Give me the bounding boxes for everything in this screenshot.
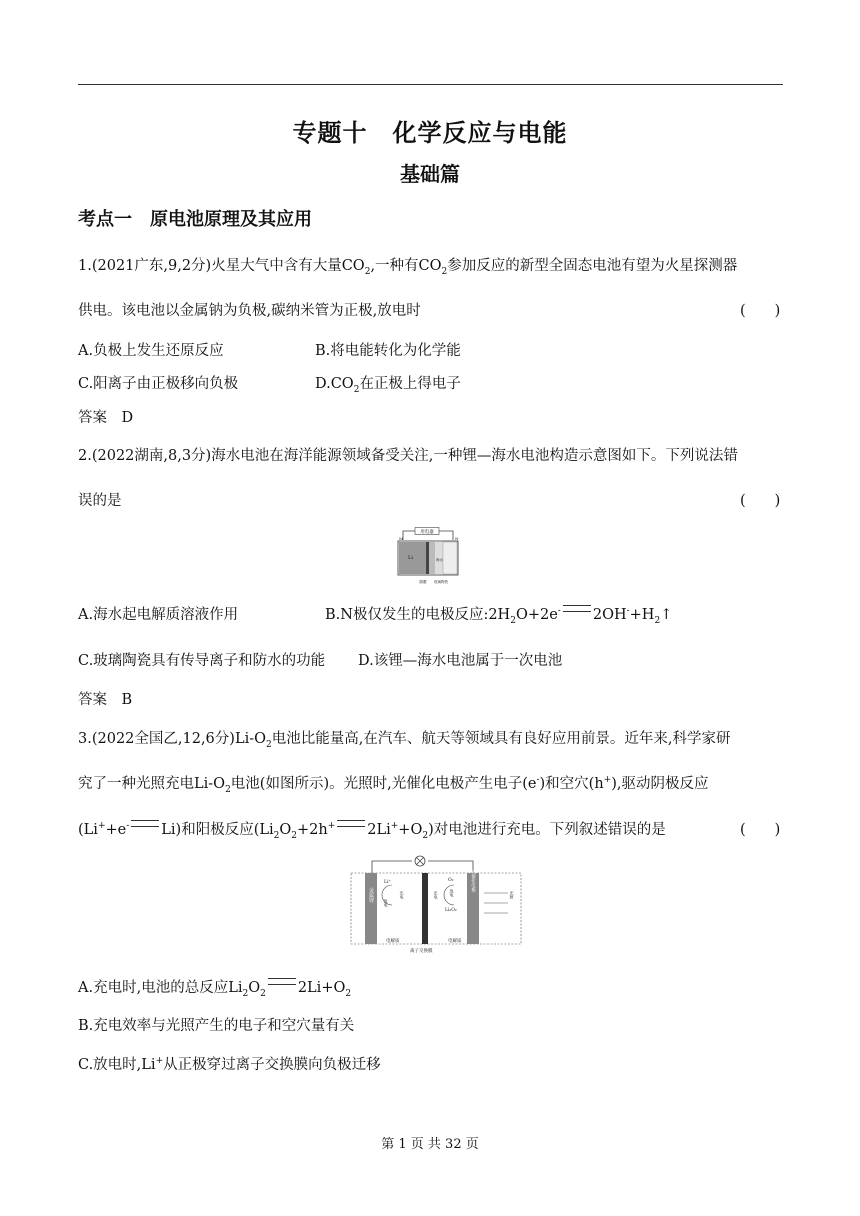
q1-option-d: $D.CO_2$在正极上得电子 [315, 376, 461, 395]
q2-m-label: M [399, 536, 404, 541]
q3-option-c: C.放电时,Li+从正极穿过离子交换膜向负极迁移 [78, 1056, 381, 1073]
q2-separator-label: 隔膜 [419, 580, 427, 584]
page-subtitle: 基础篇 [400, 162, 460, 186]
q3-li-ion-top: Li⁺ [384, 880, 391, 885]
q2-battery-diagram [393, 527, 463, 585]
q1-answer: 答案 D [78, 410, 134, 426]
q3-membrane-label: 离子交换膜 [410, 949, 433, 954]
q3-electrolyte-left: 电解质 [386, 939, 400, 944]
q3-discharge-left: 放电 [383, 899, 389, 907]
q2-option-b: B.N极仅发生的电极反应$:2H_2O+2e^-$ $2OH^-+H_2↑$ [325, 606, 673, 626]
q2-load-label: 用电器 [420, 530, 434, 535]
q2-option-d: D.该锂—海水电池属于一次电池 [358, 653, 563, 669]
q3-option-b: B.充电效率与光照产生的电子和空穴量有关 [78, 1018, 355, 1034]
q1-option-b: B.将电能转化为化学能 [315, 343, 461, 359]
q3-li2o2-label: Li₂O₂ [445, 908, 457, 913]
q3-electrolyte-right: 电解质 [448, 939, 462, 944]
page-title: 专题十 化学反应与电能 [292, 119, 568, 147]
q3-answer-paren: ( ) [740, 822, 781, 838]
q1-stem-line2: 供电。该电池以金属钠为负极,碳纳米管为正极,放电时 [78, 303, 421, 319]
page-footer: 第 1 页 共 32 页 [381, 1137, 479, 1152]
q2-n-label: N [455, 536, 459, 541]
q2-option-a: A.海水起电解质溶液作用 [78, 607, 239, 623]
q2-option-c: C.玻璃陶瓷具有传导离子和防水的功能 [78, 653, 326, 669]
q3-battery-diagram [348, 851, 524, 955]
q2-answer-paren: ( ) [740, 493, 781, 509]
q3-stem-line2: 究了一种光照充电$Li-O_2$电池(如图所示)。光照时,光催化电极产生电子(e-)和空穴(h+),驱动阴极反应 [78, 775, 709, 795]
q2-stem-line2: 误的是 [78, 493, 122, 509]
q2-answer: 答案 B [78, 692, 133, 708]
q1-answer-paren: ( ) [740, 303, 781, 319]
q1-option-c: C.阳离子由正极移向负极 [78, 376, 239, 392]
q3-photo-electrode-label: 光催化电极 [470, 869, 476, 893]
q3-stem-line1: 3.(2022全国乙,12,6分)$Li-O_2$电池比能量高,在汽车、航天等领域具有良好应用前景。近年来,科学家研 [78, 731, 731, 750]
q3-light-right: 光电 [433, 891, 439, 899]
q2-stem-line1: 2.(2022湖南,8,3分)海水电池在海洋能源领域备受关注,一种锂—海水电池构造示意图如下。下列说法错 [78, 448, 738, 464]
q1-stem-line1: 1.(2021广东,9,2分)火星大气中含有大量$CO_2$,一种有$CO_2$参加反应的新型全固态电池有望为火星探测器 [78, 258, 738, 277]
q2-li-label: Li [408, 555, 413, 561]
q1-option-a: A.负极上发生还原反应 [78, 343, 224, 359]
q3-stem-line3: (Li++e- Li)和阳极反应($Li_2O_2+2h^+$ $2Li^++O_2$)对电池进行充电。下列叙述错误的是 [78, 821, 666, 841]
q3-light-left: 光电 [399, 891, 405, 899]
q2-ceramic-label: 玻璃陶瓷 [434, 580, 448, 584]
q2-seawater-label: 海水 [436, 558, 443, 562]
q3-discharge-right: 放电 [449, 889, 455, 897]
header-rule [78, 84, 783, 85]
q3-light-label: 光照 [509, 891, 515, 899]
q3-metal-li-label: 金属锂 [368, 887, 374, 903]
q3-o2-label: O₂ [448, 878, 454, 883]
q3-option-a: A.充电时,电池的总反应$Li_2O_2$ $2Li+O_2$ [78, 980, 352, 999]
section-heading: 考点一 原电池原理及其应用 [78, 209, 312, 230]
